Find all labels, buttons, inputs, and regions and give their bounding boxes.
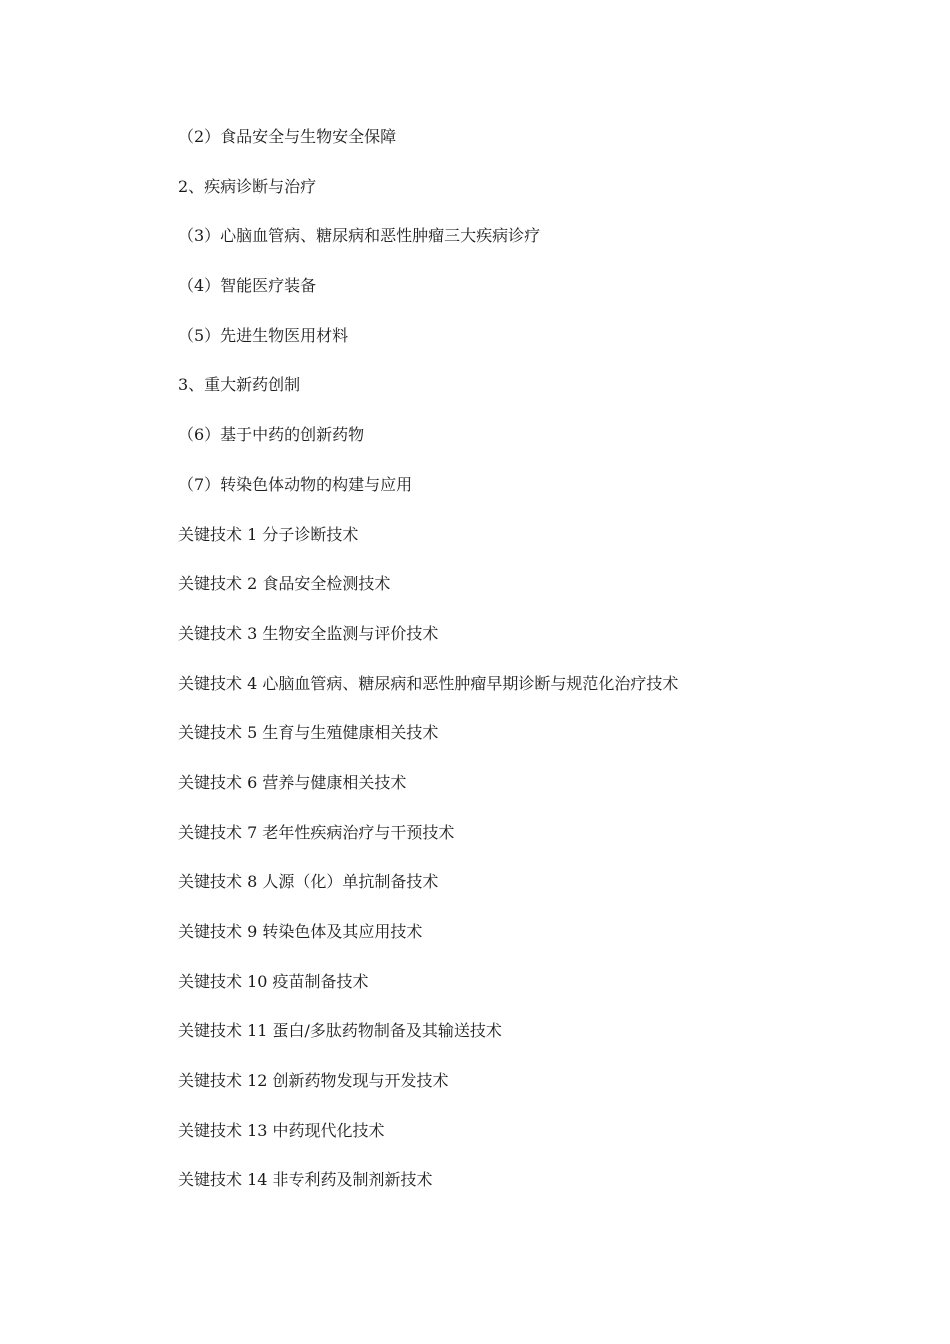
key-technology-item: 关键技术 7 老年性疾病治疗与干预技术 [178,822,455,842]
subsection-heading: （7）转染色体动物的构建与应用 [178,474,413,494]
document-body [178,125,878,1218]
key-technology-item: 关键技术 6 营养与健康相关技术 [178,772,407,792]
key-technology-item: 关键技术 11 蛋白/多肽药物制备及其输送技术 [178,1021,502,1041]
key-technology-item: 关键技术 12 创新药物发现与开发技术 [178,1071,449,1091]
key-technology-item: 关键技术 3 生物安全监测与评价技术 [178,623,439,643]
key-technology-item: 关键技术 10 疫苗制备技术 [178,971,369,991]
key-technology-item: 关键技术 13 中药现代化技术 [178,1120,385,1140]
key-technology-item: 关键技术 1 分子诊断技术 [178,524,359,544]
key-technology-item: 关键技术 5 生育与生殖健康相关技术 [178,723,439,743]
subsection-heading: （4）智能医疗装备 [178,276,317,296]
subsection-heading: （5）先进生物医用材料 [178,325,349,345]
key-technology-item: 关键技术 14 非专利药及制剂新技术 [178,1170,433,1190]
subsection-heading: （2）食品安全与生物安全保障 [178,127,397,146]
key-technology-item: 关键技术 9 转染色体及其应用技术 [178,922,423,941]
subsection-heading: （3）心脑血管病、糖尿病和恶性肿瘤三大疾病诊疗 [178,226,541,246]
key-technology-item: 关键技术 4 心脑血管病、糖尿病和恶性肿瘤早期诊断与规范化治疗技术 [178,673,679,693]
section-heading: 2、疾病诊断与治疗 [178,176,317,196]
key-technology-item: 关键技术 8 人源（化）单抗制备技术 [178,872,439,892]
subsection-heading: （6）基于中药的创新药物 [178,425,365,445]
section-heading: 3、重大新药创制 [178,375,301,395]
key-technology-item: 关键技术 2 食品安全检测技术 [178,574,391,594]
